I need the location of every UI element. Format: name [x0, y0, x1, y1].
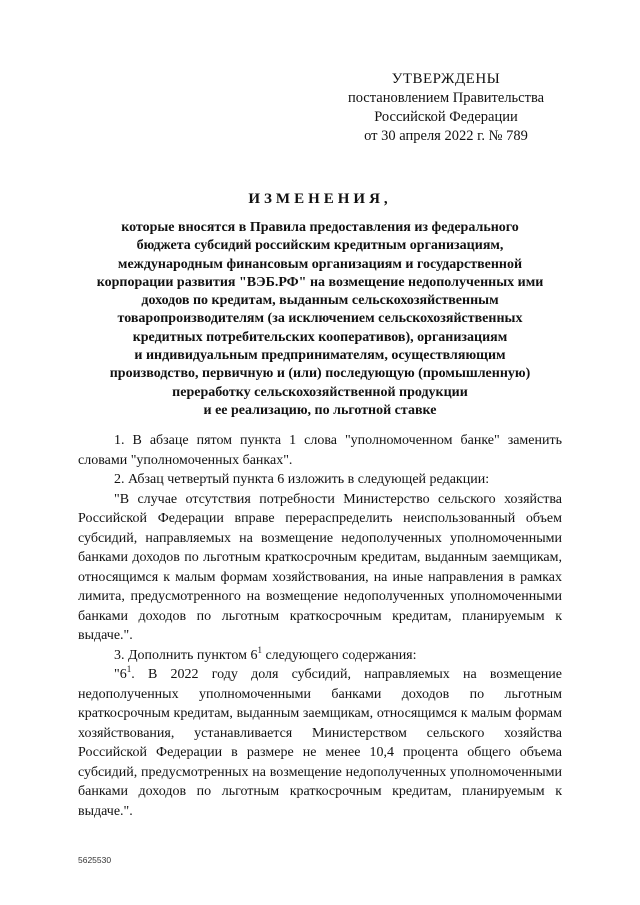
- subtitle-line: переработку сельскохозяйственной продукции: [172, 384, 468, 400]
- subtitle-line: доходов по кредитам, выданным сельскохозяйственным: [141, 293, 499, 309]
- subtitle-line: которые вносятся в Правила предоставления из федерального: [121, 220, 519, 235]
- subtitle-line: и индивидуальным предпринимателям, осуществляющим: [134, 348, 506, 364]
- paragraph-item-2-quote: "В случае отсутствия потребности Министерство сельского хозяйства Российской Федерации вправе перераспределить неиспользованный объем субсидий, направляемых на возмещение недополученных уполномоченными банками доходов по льготным краткосрочным кредитам, выданным заемщикам, относящимся к малым формам хозяйствования, на иные направления в рамках лимита, предусмотренного на возмещение недополученных уполномоченными банками доходов по льготным краткосрочным кредитам, планируемым к выдаче.".: [78, 491, 562, 643]
- subtitle-line: корпорации развития "ВЭБ.РФ" на возмещение недополученных ими: [96, 274, 544, 290]
- approval-authority: Российской Федерации: [374, 109, 518, 125]
- approval-block: [330, 70, 562, 146]
- paragraph-item-3: [78, 646, 562, 666]
- footer-code: 5625530: [78, 855, 112, 865]
- document-title: ИЗМЕНЕНИЯ,: [248, 191, 392, 207]
- paragraph-item-3-quote: [78, 665, 562, 821]
- document-subtitle: [70, 219, 570, 420]
- approval-heading: УТВЕРЖДЕНЫ: [391, 71, 501, 87]
- paragraph-item-1: 1. В абзаце пятом пункта 1 слова "уполномоченном банке" заменить словами "уполномоченных банках".: [78, 433, 562, 468]
- superscript-number: 1: [257, 644, 262, 655]
- approval-date-number: от 30 апреля 2022 г. № 789: [364, 128, 528, 144]
- subtitle-line: товаропроизводителям (за исключением сельскохозяйственных: [117, 311, 523, 327]
- document-body: [78, 431, 562, 821]
- subtitle-line: и ее реализацию, по льготной ставке: [203, 402, 437, 418]
- quote-number: "6: [114, 667, 127, 682]
- approval-decree: постановлением Правительства: [347, 90, 545, 106]
- superscript-number: 1: [126, 664, 132, 674]
- quote-text: . В 2022 году доля субсидий, направляемых на возмещение недополученных уполномоченными банками доходов по льготным краткосрочным кредитам, выданным заемщикам, относящимся к малым формам хозяйствования, устанавливается Министерством сельского хозяйства Российской Федерации в размере не менее 10,4 процента общего объема субсидий, предусмотренных на возмещение недополученных уполномоченными банками доходов по льготным краткосрочным кредитам, планируемым к выдаче.".: [78, 667, 562, 819]
- subtitle-line: бюджета субсидий российским кредитным организациям,: [136, 238, 504, 254]
- paragraph-item-3-text: 3. Дополнить пунктом 6: [114, 647, 258, 663]
- paragraph-item-3-tail: следующего содержания:: [261, 647, 417, 663]
- subtitle-line: международным финансовым организациям и государственной: [117, 256, 523, 272]
- subtitle-line: производство, первичную и (или) последующую (промышленную): [109, 366, 531, 382]
- paragraph-item-2: 2. Абзац четвертый пункта 6 изложить в следующей редакции:: [114, 472, 490, 487]
- subtitle-line: кредитных потребительских кооперативов), организациям: [132, 329, 508, 345]
